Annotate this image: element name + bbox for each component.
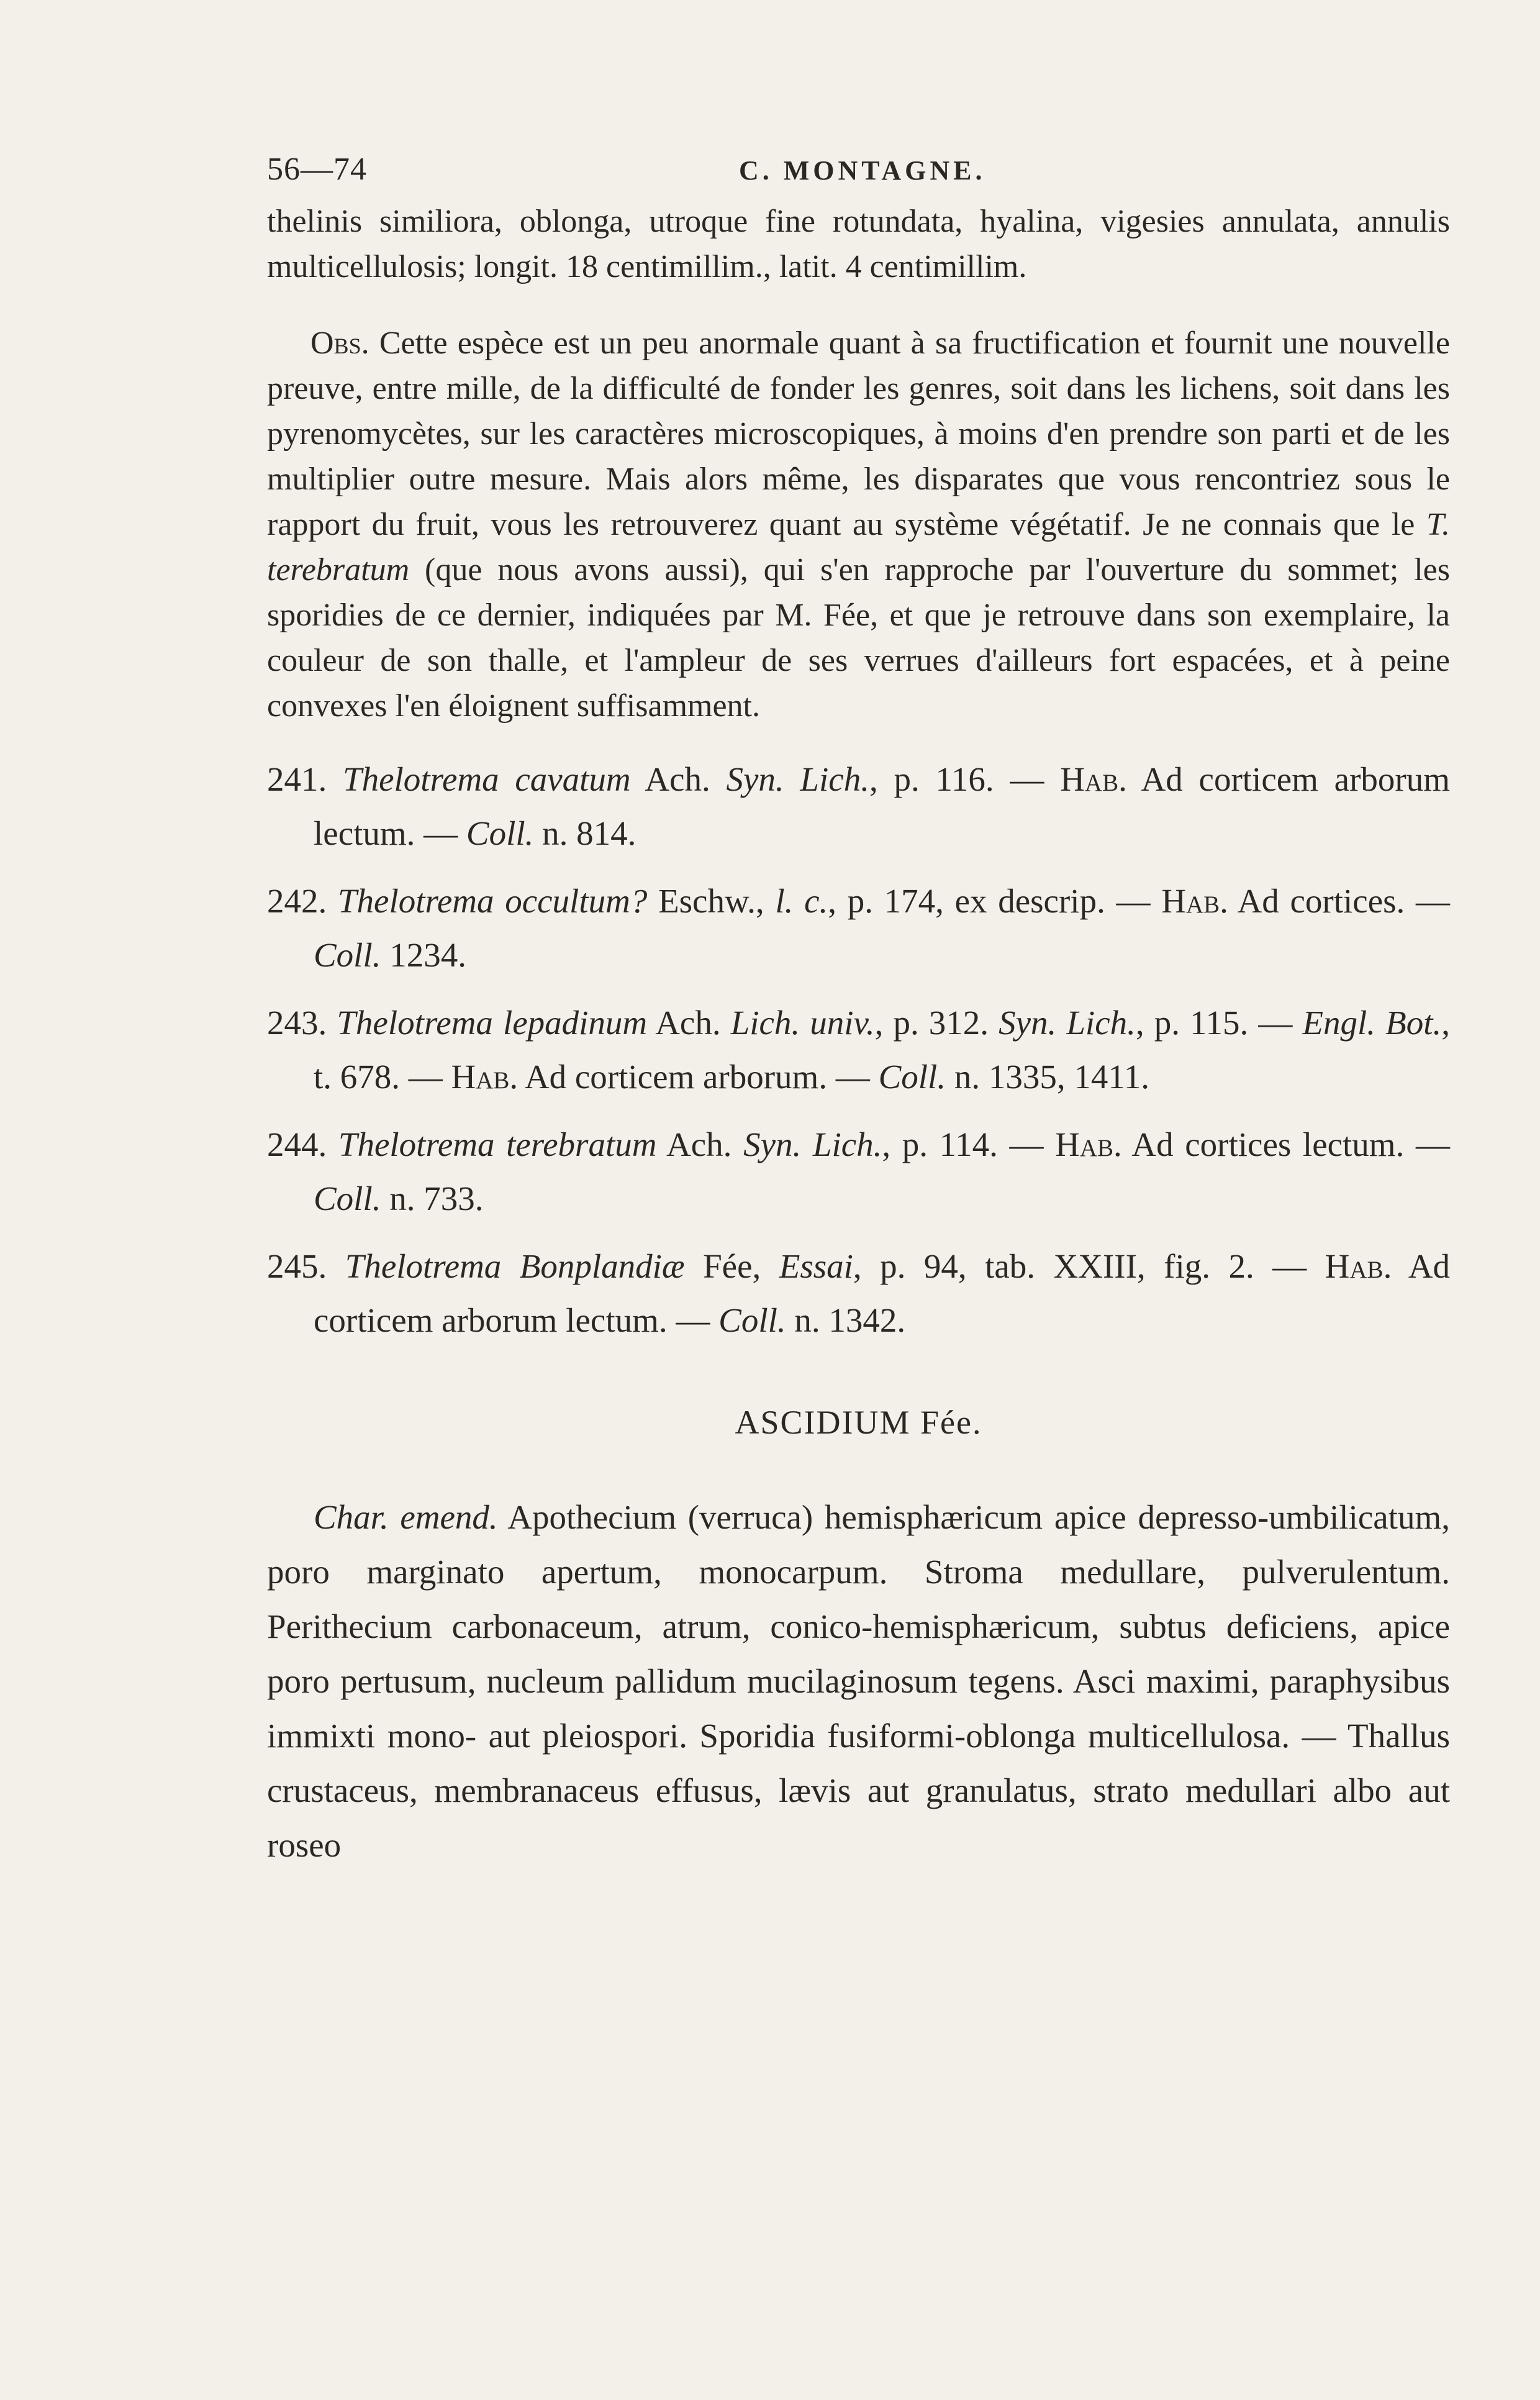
reference: Syn. Lich.	[743, 1125, 882, 1163]
collection-number: n. 1335, 1411.	[946, 1058, 1150, 1096]
species-name: Thelotrema terebratum	[338, 1125, 657, 1163]
reference-3-detail: , t. 678. —	[314, 1004, 1450, 1096]
obs-text-1: Cette espèce est un peu anormale quant à sa fructification et fournit une nouvelle preuve, entre mille, de la difficulté de fonder les genres, soit dans les lichens, soit dans les pyrenomycètes, sur les caractères microscopiques, à moins d'en prendre son parti et de les multiplier outre mesure. Mais alors même, les disparates que vous rencontriez sous le rapport du fruit, vous les retrouverez quant au système végétatif. Je ne connais que le	[267, 325, 1450, 542]
entry-number: 242.	[267, 882, 327, 920]
species-name: Thelotrema lepadinum	[337, 1004, 648, 1042]
species-author: Ach.	[630, 760, 727, 798]
coll-label: Coll.	[466, 814, 534, 852]
habitat-text: Ad corticem arborum. —	[518, 1058, 879, 1096]
reference: Syn. Lich.	[726, 760, 869, 798]
coll-label: Coll.	[314, 936, 381, 974]
obs-label: Obs.	[310, 325, 369, 361]
species-entry-241	[267, 752, 1450, 860]
genus-description	[267, 1490, 1450, 1873]
coll-label: Coll.	[718, 1301, 786, 1339]
species-entry-243	[267, 996, 1450, 1104]
species-author: Eschw.,	[647, 882, 776, 920]
char-label: Char. emend.	[314, 1498, 498, 1536]
reference-detail: , p. 174, ex descrip. —	[828, 882, 1162, 920]
collection-number: n. 1342.	[786, 1301, 906, 1339]
species-name: Thelotrema cavatum	[343, 760, 631, 798]
habitat-text: Ad cortices. —	[1228, 882, 1450, 920]
species-author: Fée,	[684, 1247, 779, 1285]
collection-number: n. 733.	[381, 1180, 484, 1217]
species-entry-244	[267, 1117, 1450, 1225]
hab-label: Hab.	[451, 1058, 519, 1096]
habitat-text: Ad corticem arborum lectum. —	[314, 1247, 1450, 1339]
page-number: 56—74	[267, 152, 367, 187]
entry-number: 243.	[267, 1004, 327, 1042]
reference-2-detail: , p. 115. —	[1135, 1004, 1303, 1042]
species-name: Thelotrema occultum?	[337, 882, 648, 920]
reference: Lich. univ.	[730, 1004, 875, 1042]
species-name: Thelotrema Bonplandiæ	[345, 1247, 685, 1285]
genus-heading: ASCIDIUM Fée.	[735, 1404, 982, 1441]
hab-label: Hab.	[1060, 760, 1127, 798]
collection-number: n. 814.	[533, 814, 636, 852]
observation-paragraph	[267, 320, 1450, 729]
collection-number: 1234.	[381, 936, 466, 974]
species-author: Ach.	[647, 1004, 731, 1042]
obs-text-2: (que nous avons aussi), qui s'en rapproche par l'ouverture du sommet; les sporidies de ce dernier, indiquées par M. Fée, et que je retrouve dans son exemplaire, la couleur de son thalle, et l'ampleur de ses verrues d'ailleurs fort espacées, et à peine convexes l'en éloignent suffisamment.	[267, 552, 1450, 724]
habitat-text: Ad cortices lectum. —	[1121, 1125, 1450, 1163]
hab-label: Hab.	[1055, 1125, 1122, 1163]
document-page	[267, 140, 1450, 1873]
reference-2: Syn. Lich.	[999, 1004, 1136, 1042]
entry-number: 244.	[267, 1125, 327, 1163]
char-text: Apothecium (verruca) hemisphæricum apice depresso-umbilicatum, poro marginato apertum, monocarpum. Stroma medullare, pulverulentum. Perithecium carbonaceum, atrum, conico-hemisphæricum, subtus deficiens, apice poro pertusum, nucleum pallidum mucilaginosum tegens. Asci maximi, paraphysibus immixti mono- aut pleiospori. Sporidia fusiformi-oblonga multicellulosa. — Thallus crustaceus, membranaceus effusus, lævis aut granulatus, strato medullari albo aut roseo	[267, 1498, 1450, 1864]
reference-3: Engl. Bot.	[1302, 1004, 1442, 1042]
running-author: C. MONTAGNE.	[739, 155, 986, 186]
reference-detail: , p. 116. —	[869, 760, 1061, 798]
species-entry-242	[267, 874, 1450, 982]
coll-label: Coll.	[314, 1180, 381, 1217]
species-entry-245	[267, 1239, 1450, 1347]
reference-detail: , p. 114. —	[882, 1125, 1056, 1163]
coll-label: Coll.	[878, 1058, 946, 1096]
continuation-paragraph: thelinis similiora, oblonga, utroque fine rotundata, hyalina, vigesies annulata, annulis multicellulosis; longit. 18 centimillim., latit. 4 centimillim.	[267, 204, 1450, 284]
reference: Essai	[779, 1247, 853, 1285]
entry-number: 241.	[267, 760, 327, 798]
entry-number: 245.	[267, 1247, 327, 1285]
obs-species: T. terebratum	[267, 507, 1450, 588]
reference: l. c.	[775, 882, 828, 920]
reference-detail: , p. 94, tab. XXIII, fig. 2. —	[853, 1247, 1325, 1285]
hab-label: Hab.	[1161, 882, 1228, 920]
reference-detail: , p. 312.	[874, 1004, 999, 1042]
running-header	[267, 140, 1450, 199]
hab-label: Hab.	[1325, 1247, 1392, 1285]
species-author: Ach.	[656, 1125, 744, 1163]
habitat-text: Ad corticem arborum lectum. —	[314, 760, 1450, 852]
